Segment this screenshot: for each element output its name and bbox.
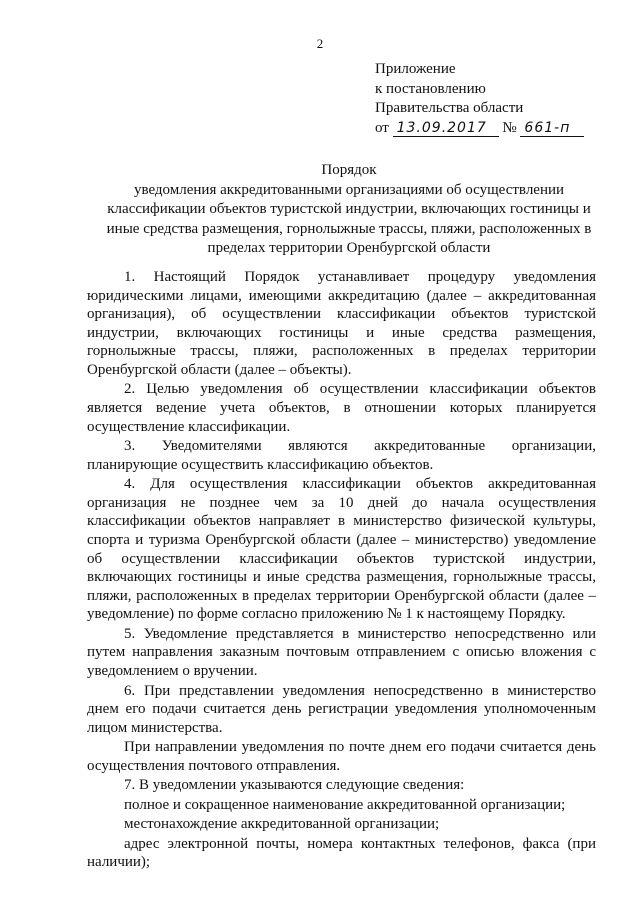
title-heading: Порядок xyxy=(321,162,377,178)
paragraph: 1. Настоящий Порядок устанавливает процедуру уведомления юридическими лицами, имеющими аккредитацию (далее – аккредитованная организация), об осуществлении классификации объектов туристской индустрии, включающих гостиницы и иные средства размещения, горнолыжные трассы, пляжи, расположенных в пределах территории Оренбургской области (далее – объекты). xyxy=(87,269,596,378)
number-prefix: № xyxy=(502,119,517,136)
paragraph: 3. Уведомителями являются аккредитованные организации, планирующие осуществить классификацию объектов. xyxy=(87,438,596,473)
title-text: уведомления аккредитованными организациями об осуществлении классификации объектов туристской индустрии, включающих гостиницы и иные средства размещения, горнолыжные трассы, пляжи, расположенных в пределах территории Оренбургской области xyxy=(106,181,592,256)
paragraph: При направлении уведомления по почте днем его подачи считается день осуществления почтового отправления. xyxy=(87,739,596,774)
appendix-line: Приложение xyxy=(375,61,456,77)
appendix-line: к постановлению xyxy=(375,80,486,97)
appendix-block xyxy=(375,60,584,138)
page-number: 2 xyxy=(316,36,324,51)
paragraph: 2. Целью уведомления об осуществлении классификации объектов является ведение учета объектов, в отношении которых планируется осуществление классификации. xyxy=(87,381,596,435)
paragraph: 4. Для осуществления классификации объектов аккредитованная организация не позднее чем за 10 дней до начала осуществления классификации объектов направляет в министерство физической культуры, спорта и туризма Оренбургской области (далее – министерство) уведомление об осуществлении классификации объектов туристской индустрии, включающих гостиницы и иные средства размещения, горнолыжные трассы, пляжи, расположенных в пределах территории Оренбургской области (далее – уведомление) по форме согласно приложению № 1 к настоящему Порядку. xyxy=(87,476,596,623)
paragraph: 5. Уведомление представляется в министерство непосредственно или путем направления заказным почтовым отправлением с описью вложения с уведомлением о вручении. xyxy=(87,625,596,680)
date-prefix: от xyxy=(375,119,389,136)
paragraph: местонахождение аккредитованной организации; xyxy=(124,816,440,833)
paragraph: 7. В уведомлении указываются следующие сведения: xyxy=(124,777,465,794)
paragraph: адрес электронной почты, номера контактных телефонов, факса (при наличии); xyxy=(87,835,596,871)
handwritten-number: 661-п xyxy=(520,121,584,137)
document-body xyxy=(87,268,596,872)
paragraph: полное и сокращенное наименование аккредитованной организации; xyxy=(124,796,566,813)
paragraph: 6. При представлении уведомления непосредственно в министерство днем его подачи считается день регистрации уведомления уполномоченным лицом министерства. xyxy=(87,682,596,736)
appendix-line: Правительства области xyxy=(375,100,524,116)
appendix-date-line xyxy=(375,119,584,139)
handwritten-date: 13.09.2017 xyxy=(393,121,499,137)
document-title xyxy=(104,161,594,259)
